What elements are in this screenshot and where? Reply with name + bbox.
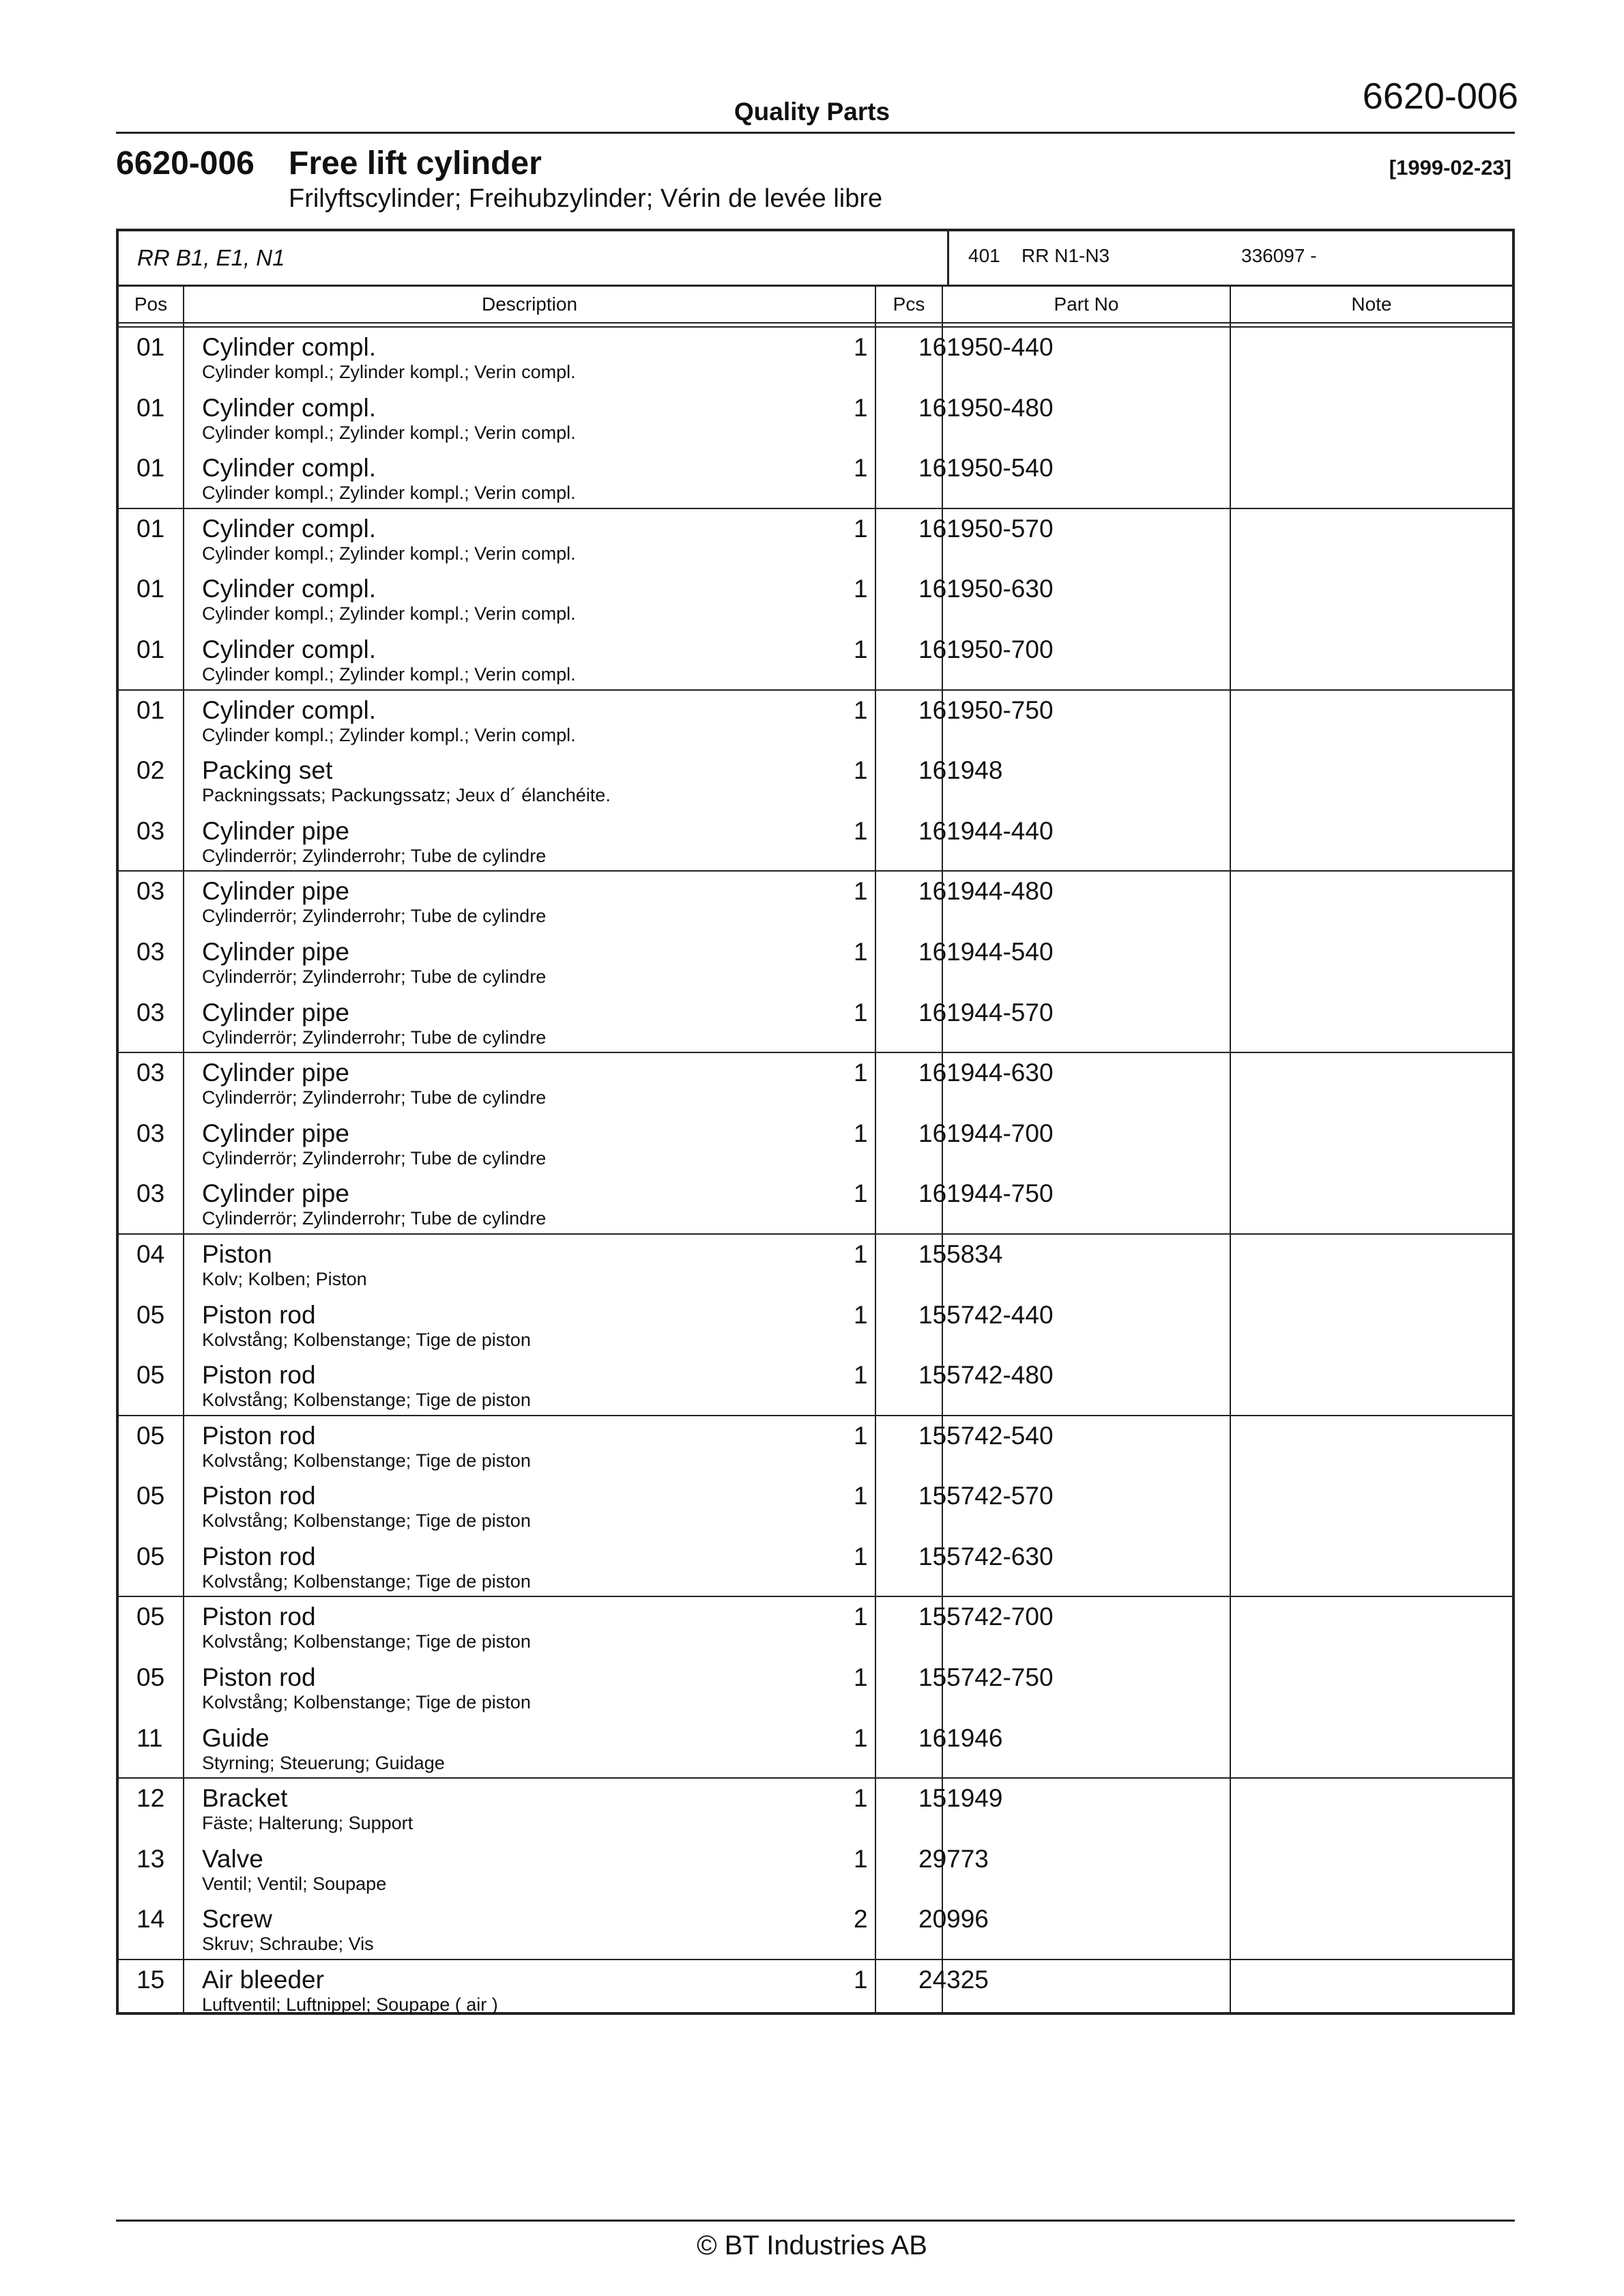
row-description: Air bleeder [202,1966,324,1994]
row-translations: Cylinderrör; Zylinderrohr; Tube de cylindre [202,1027,547,1048]
column-header-part-no: Part No [1054,293,1119,315]
row-translations: Cylinder kompl.; Zylinder kompl.; Verin compl. [202,422,576,443]
row-pcs: 1 [854,695,868,724]
row-description: Cylinder compl. [202,635,376,663]
row-translations: Styrning; Steuerung; Guidage [202,1752,445,1773]
row-pcs: 1 [854,1239,868,1268]
row-pcs: 1 [854,1966,868,1994]
row-description: Valve [202,1844,263,1873]
model-name: RR B1, E1, N1 [137,245,285,270]
row-pos: 02 [136,756,165,785]
row-description: Piston rod [202,1361,316,1390]
row-part-no: 29773 [918,1844,989,1873]
row-part-no: 161950-700 [918,635,1054,663]
row-part-no: 161944-700 [918,1119,1054,1147]
table-row [119,1114,1512,1175]
row-pos: 04 [136,1239,165,1268]
row-description: Cylinder pipe [202,1119,349,1147]
table-row [119,1174,1512,1235]
row-pos: 03 [136,877,165,906]
row-translations: Fäste; Halterung; Support [202,1813,414,1834]
copyright: © BT Industries AB [697,2230,927,2261]
row-description: Cylinder pipe [202,937,349,966]
row-translations: Kolvstång; Kolbenstange; Tige de piston [202,1390,531,1411]
table-row [119,1960,1512,2021]
row-pos: 12 [136,1784,165,1813]
table-row [119,448,1512,509]
row-description: Cylinder compl. [202,695,376,724]
row-pcs: 1 [854,1361,868,1390]
row-pcs: 1 [854,514,868,543]
row-pos: 03 [136,998,165,1027]
row-description: Packing set [202,756,333,785]
row-pcs: 1 [854,333,868,361]
table-row [119,1053,1512,1114]
row-translations: Cylinder kompl.; Zylinder kompl.; Verin compl. [202,663,576,685]
row-part-no: 161946 [918,1723,1003,1752]
row-part-no: 155742-480 [918,1361,1054,1390]
row-part-no: 161944-750 [918,1179,1054,1208]
row-pcs: 1 [854,1784,868,1813]
row-part-no: 161944-570 [918,998,1054,1027]
model-serial: 336097 - [1241,245,1317,266]
row-description: Piston rod [202,1663,316,1692]
row-pos: 03 [136,1059,165,1087]
table-row [119,1355,1512,1416]
row-pcs: 1 [854,1421,868,1450]
row-translations: Cylinder kompl.; Zylinder kompl.; Verin compl. [202,362,576,382]
header-divider [116,132,1515,134]
row-translations: Cylinder kompl.; Zylinder kompl.; Verin compl. [202,603,576,625]
row-translations: Kolvstång; Kolbenstange; Tige de piston [202,1631,531,1652]
model-type: RR N1-N3 [1021,245,1110,266]
row-pcs: 1 [854,635,868,663]
row-pos: 01 [136,333,165,361]
table-row [119,1658,1512,1719]
table-row [119,1899,1512,1960]
row-translations: Kolvstång; Kolbenstange; Tige de piston [202,1510,531,1532]
row-description: Cylinder pipe [202,1179,349,1208]
row-pcs: 1 [854,1723,868,1752]
row-pos: 05 [136,1421,165,1450]
row-pos: 01 [136,514,165,543]
model-divider [947,231,949,285]
row-description: Cylinder pipe [202,998,349,1027]
row-translations: Cylinder kompl.; Zylinder kompl.; Verin compl. [202,724,576,745]
row-part-no: 161944-440 [918,816,1054,845]
column-header-note: Note [1351,293,1392,315]
parts-table [116,229,1515,2015]
row-part-no: 155742-540 [918,1421,1054,1450]
row-part-no: 155742-700 [918,1603,1054,1631]
row-part-no: 155834 [918,1239,1003,1268]
table-row [119,751,1512,812]
row-translations: Cylinder kompl.; Zylinder kompl.; Verin compl. [202,543,576,564]
row-translations: Kolvstång; Kolbenstange; Tige de piston [202,1329,531,1350]
row-translations: Packningssats; Packungssatz; Jeux d´ élanchéite. [202,785,611,806]
table-row [119,812,1512,872]
footer-divider [116,2220,1515,2222]
table-row [119,1779,1512,1839]
table-row [119,993,1512,1054]
row-pcs: 1 [854,877,868,906]
row-part-no: 155742-440 [918,1300,1054,1329]
row-part-no: 24325 [918,1966,989,1994]
row-translations: Cylinder kompl.; Zylinder kompl.; Verin compl. [202,483,576,504]
section-subtitle: Frilyftscylinder; Freihubzylinder; Vérin de levée libre [289,184,883,213]
table-row [119,691,1512,751]
row-pos: 05 [136,1300,165,1329]
row-pcs: 1 [854,1542,868,1570]
row-pos: 05 [136,1361,165,1390]
row-pos: 11 [136,1723,163,1752]
row-pos: 05 [136,1663,165,1692]
row-pcs: 1 [854,454,868,483]
row-description: Cylinder compl. [202,514,376,543]
row-part-no: 161950-630 [918,575,1054,603]
row-part-no: 161944-480 [918,877,1054,906]
table-row [119,1537,1512,1598]
row-part-no: 161948 [918,756,1003,785]
table-row [119,1476,1512,1537]
row-pos: 05 [136,1603,165,1631]
row-description: Piston rod [202,1542,316,1570]
row-pcs: 1 [854,816,868,845]
section-title: Free lift cylinder [289,145,542,182]
row-translations: Cylinderrör; Zylinderrohr; Tube de cylindre [202,1147,547,1168]
row-translations: Kolv; Kolben; Piston [202,1268,367,1289]
row-description: Cylinder compl. [202,333,376,361]
row-pcs: 1 [854,1663,868,1692]
column-header-description: Description [481,293,578,315]
row-translations: Kolvstång; Kolbenstange; Tige de piston [202,1450,531,1471]
row-translations: Cylinderrör; Zylinderrohr; Tube de cylindre [202,1087,547,1108]
row-translations: Ventil; Ventil; Soupape [202,1873,387,1894]
row-pcs: 1 [854,1300,868,1329]
row-translations: Cylinderrör; Zylinderrohr; Tube de cylindre [202,906,547,927]
row-pos: 01 [136,575,165,603]
row-description: Piston rod [202,1300,316,1329]
section-date: [1999-02-23] [1389,156,1511,180]
row-translations: Luftventil; Luftnippel; Soupape ( air ) [202,1994,498,2015]
table-row [119,1719,1512,1779]
row-translations: Kolvstång; Kolbenstange; Tige de piston [202,1570,531,1592]
row-description: Bracket [202,1784,288,1813]
column-header-pos: Pos [134,293,168,315]
row-description: Cylinder pipe [202,877,349,906]
row-pos: 03 [136,937,165,966]
row-description: Piston [202,1239,272,1268]
row-pcs: 1 [854,575,868,603]
row-pcs: 1 [854,1844,868,1873]
row-description: Piston rod [202,1603,316,1631]
row-pcs: 1 [854,1482,868,1510]
row-description: Cylinder pipe [202,1059,349,1087]
row-description: Screw [202,1905,272,1934]
row-pos: 01 [136,393,165,422]
header-rule-top [119,322,1512,324]
row-translations: Cylinderrör; Zylinderrohr; Tube de cylindre [202,966,547,987]
row-translations: Skruv; Schraube; Vis [202,1934,374,1955]
row-part-no: 161950-540 [918,454,1054,483]
row-pos: 01 [136,695,165,724]
row-part-no: 161950-750 [918,695,1054,724]
row-description: Cylinder compl. [202,575,376,603]
row-pcs: 1 [854,1603,868,1631]
row-pos: 05 [136,1542,165,1570]
row-pos: 01 [136,635,165,663]
table-row [119,328,1512,388]
row-part-no: 20996 [918,1905,989,1934]
table-row [119,1295,1512,1356]
model-code: 401 [968,245,1000,266]
row-translations: Cylinderrör; Zylinderrohr; Tube de cylindre [202,1208,547,1229]
section-code: 6620-006 [116,145,255,182]
table-row [119,932,1512,993]
model-row [119,231,1512,285]
row-pos: 05 [136,1482,165,1510]
row-description: Cylinder pipe [202,816,349,845]
table-row [119,1235,1512,1295]
table-row [119,388,1512,449]
row-pcs: 1 [854,1179,868,1208]
header-title: Quality Parts [734,98,890,126]
row-description: Cylinder compl. [202,454,376,483]
column-header-pcs: Pcs [893,293,925,315]
row-pos: 03 [136,816,165,845]
row-description: Piston rod [202,1482,316,1510]
table-row [119,1597,1512,1658]
row-part-no: 155742-750 [918,1663,1054,1692]
table-row [119,1416,1512,1477]
row-pos: 03 [136,1179,165,1208]
row-description: Piston rod [202,1421,316,1450]
row-part-no: 155742-570 [918,1482,1054,1510]
table-body [119,328,1512,2021]
row-part-no: 161944-630 [918,1059,1054,1087]
row-description: Cylinder compl. [202,393,376,422]
table-row [119,630,1512,691]
row-translations: Cylinderrör; Zylinderrohr; Tube de cylindre [202,845,547,866]
table-row [119,872,1512,932]
row-pcs: 1 [854,998,868,1027]
row-part-no: 161950-570 [918,514,1054,543]
row-pcs: 1 [854,1059,868,1087]
row-part-no: 155742-630 [918,1542,1054,1570]
row-pcs: 1 [854,937,868,966]
row-pos: 14 [136,1905,165,1934]
row-pos: 03 [136,1119,165,1147]
row-part-no: 161950-440 [918,333,1054,361]
row-pos: 15 [136,1966,165,1994]
row-pos: 13 [136,1844,165,1873]
row-pcs: 1 [854,756,868,785]
row-description: Guide [202,1723,270,1752]
row-part-no: 161944-540 [918,937,1054,966]
header-page-code: 6620-006 [1362,76,1518,117]
table-row [119,1839,1512,1900]
table-row [119,569,1512,630]
row-pos: 01 [136,454,165,483]
row-part-no: 161950-480 [918,393,1054,422]
row-part-no: 151949 [918,1784,1003,1813]
row-pcs: 1 [854,393,868,422]
row-pcs: 2 [854,1905,868,1934]
row-translations: Kolvstång; Kolbenstange; Tige de piston [202,1692,531,1713]
row-pcs: 1 [854,1119,868,1147]
table-row [119,509,1512,570]
